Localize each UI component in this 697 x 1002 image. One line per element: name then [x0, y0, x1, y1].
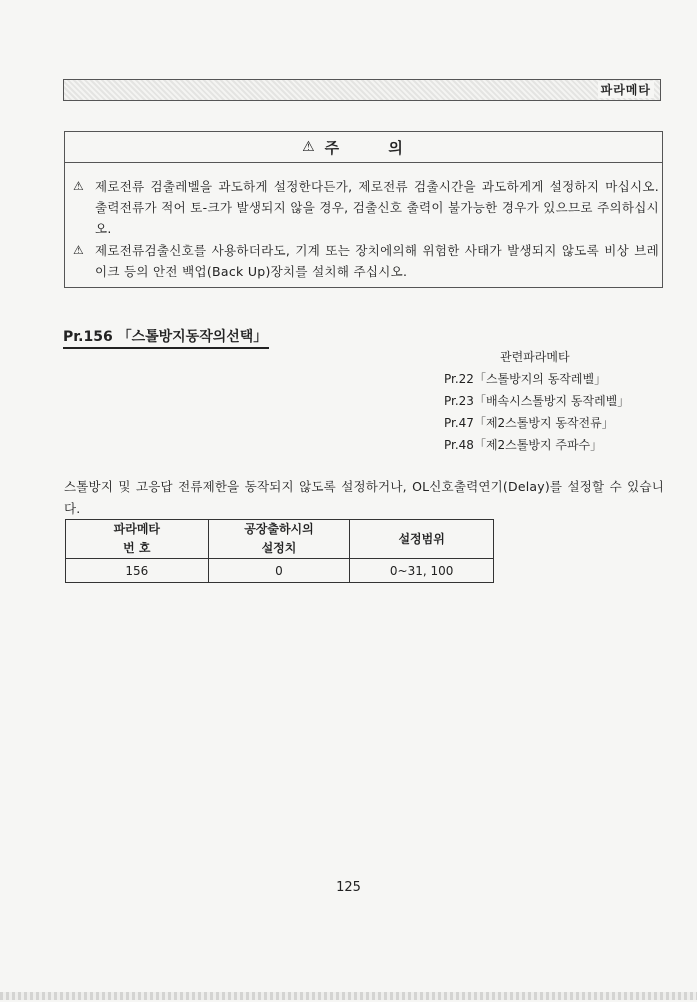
- caution-title: 주 의: [324, 138, 425, 157]
- warning-triangle-icon: ⚠: [302, 139, 315, 155]
- header-factory-setting: 공장출하시의 설정치: [208, 520, 350, 559]
- caution-item: [73, 176, 659, 239]
- related-parameters: [444, 346, 629, 456]
- parameter-table: [65, 519, 494, 583]
- header-label: 파라메타: [598, 81, 654, 98]
- related-item: Pr.22「스톨방지의 동작레벨」: [444, 372, 607, 386]
- caution-box: [64, 131, 663, 288]
- caution-item-text: 제로전류검출신호를 사용하더라도, 기계 또는 장치에의해 위험한 사태가 발생되지 않도록 비상 브레이크 등의 안전 백업(Back Up)장치를 설치해 주십시오.: [95, 243, 659, 279]
- related-item: Pr.23「배속시스톨방지 동작레벨」: [444, 394, 630, 408]
- related-title: 관련파라메타: [500, 350, 570, 364]
- header-bar: [63, 79, 661, 101]
- footer-bar: [0, 992, 697, 1000]
- table-header-row: [66, 520, 494, 559]
- description: 스톨방지 및 고응답 전류제한을 동작되지 않도록 설정하거나, OL신호출력연기(Delay)를 설정할 수 있습니다.: [64, 479, 664, 516]
- warning-triangle-icon: ⚠: [73, 179, 85, 193]
- cell-param-number: 156: [66, 559, 209, 583]
- caution-title-bar: [65, 132, 662, 163]
- related-item: Pr.48「제2스톨방지 주파수」: [444, 438, 603, 452]
- warning-triangle-icon: ⚠: [73, 243, 85, 257]
- caution-item-text: 제로전류 검출레벨을 과도하게 설정한다든가, 제로전류 검출시간을 과도하게게 설정하지 마십시오. 출력전류가 적어 토-크가 발생되지 않을 경우, 검출신호 출력이 불가능한 경우가 있으므로 주의하십시오.: [95, 179, 659, 236]
- section-title: Pr.156 「스톨방지동작의선택」: [63, 326, 269, 349]
- page-number: 125: [336, 880, 361, 895]
- table-row: [66, 559, 494, 583]
- header-param-number: 파라메타 번 호: [66, 520, 209, 559]
- header-setting-range: 설정범위: [350, 520, 494, 559]
- cell-factory-setting: 0: [208, 559, 350, 583]
- related-item: Pr.47「제2스톨방지 동작전류」: [444, 416, 614, 430]
- cell-setting-range: 0~31, 100: [350, 559, 494, 583]
- caution-item: [73, 240, 659, 282]
